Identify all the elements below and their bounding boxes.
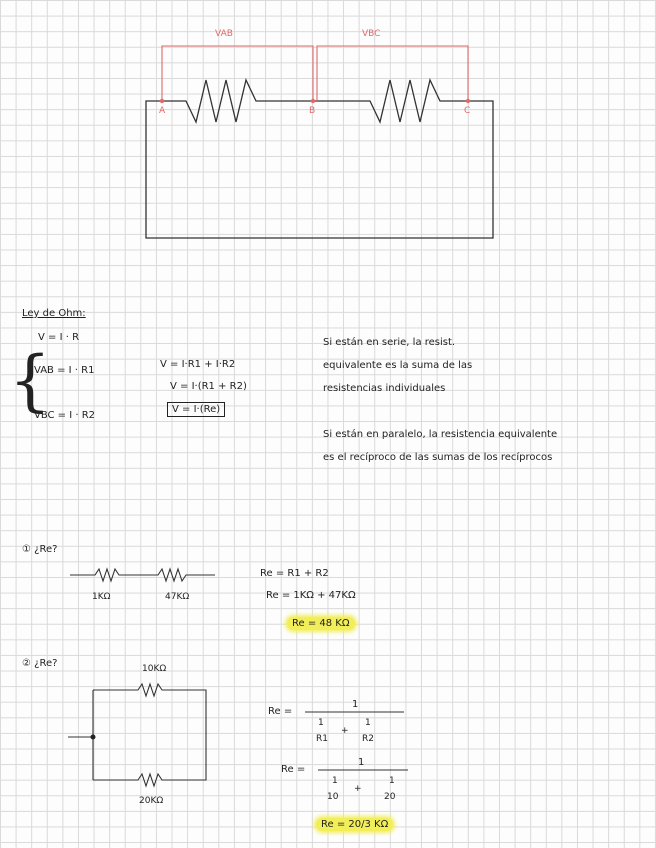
ohm-title: Ley de Ohm: xyxy=(22,308,86,319)
node-b-label: B xyxy=(309,106,316,116)
note-parallel-1: Si están en paralelo, la resistencia equivalente xyxy=(323,429,558,440)
ex2-frac-b-den: R2 xyxy=(362,734,374,744)
node-a-label: A xyxy=(159,106,166,116)
ohm-v-eq: V = I · R xyxy=(38,332,80,343)
sum-step-2: V = I·(R1 + R2) xyxy=(170,381,247,392)
ex2-frac-a-den: R1 xyxy=(316,734,328,744)
label-vab: VAB xyxy=(215,29,233,39)
ex1-result: Re = 48 KΩ xyxy=(287,617,355,630)
ex2-parallel-circuit xyxy=(68,684,206,786)
ex2-frac-c: 1 xyxy=(332,776,338,786)
node-b-dot xyxy=(311,99,315,103)
ex2-re-label-1: Re = xyxy=(268,706,293,717)
ex2-frac-d-den: 20 xyxy=(384,792,396,802)
ex2-re-label-2: Re = xyxy=(281,764,306,775)
ex2-title: ② ¿Re? xyxy=(22,658,58,669)
ex2-top-resistor-label: 10KΩ xyxy=(142,664,167,674)
main-circuit xyxy=(146,80,493,238)
vab-equation: VAB = I · R1 xyxy=(34,365,95,376)
ex1-r1-label: 1KΩ xyxy=(92,592,111,602)
note-series-1: Si están en serie, la resist. xyxy=(323,337,456,348)
ex2-junction-dot xyxy=(91,735,96,740)
ex2-numerator-2: 1 xyxy=(358,757,365,768)
note-series-2: equivalente es la suma de las xyxy=(323,360,473,371)
ex2-frac-c-den: 10 xyxy=(327,792,339,802)
vbc-equation: VBC = I · R2 xyxy=(34,410,96,421)
node-a-dot xyxy=(160,99,164,103)
ex2-frac-d: 1 xyxy=(389,776,395,786)
note-parallel-2: es el recíproco de las sumas de los recíprocos xyxy=(323,452,553,463)
ex2-plus-1: + xyxy=(341,726,349,736)
ex1-line-1: Re = R1 + R2 xyxy=(260,568,329,579)
ex2-numerator-1: 1 xyxy=(352,699,359,710)
label-vbc: VBC xyxy=(362,29,381,39)
ex2-bottom-resistor-label: 20KΩ xyxy=(139,796,164,806)
ex2-frac-a: 1 xyxy=(318,718,324,728)
sum-step-3-boxed: V = I·(Re) xyxy=(167,402,225,417)
ex1-series-circuit xyxy=(70,569,215,581)
note-series-3: resistencias individuales xyxy=(323,383,446,394)
ex1-title: ① ¿Re? xyxy=(22,544,58,555)
ex2-frac-b: 1 xyxy=(365,718,371,728)
node-c-label: C xyxy=(464,106,471,116)
voltage-brackets xyxy=(162,46,468,101)
ex2-plus-2: + xyxy=(354,784,362,794)
brace: { xyxy=(9,342,51,419)
sum-step-1: V = I·R1 + I·R2 xyxy=(160,359,236,370)
node-c-dot xyxy=(466,99,470,103)
ex1-r2-label: 47KΩ xyxy=(165,592,190,602)
ex2-result: Re = 20/3 KΩ xyxy=(316,818,393,831)
ex1-line-2: Re = 1KΩ + 47KΩ xyxy=(266,590,356,601)
